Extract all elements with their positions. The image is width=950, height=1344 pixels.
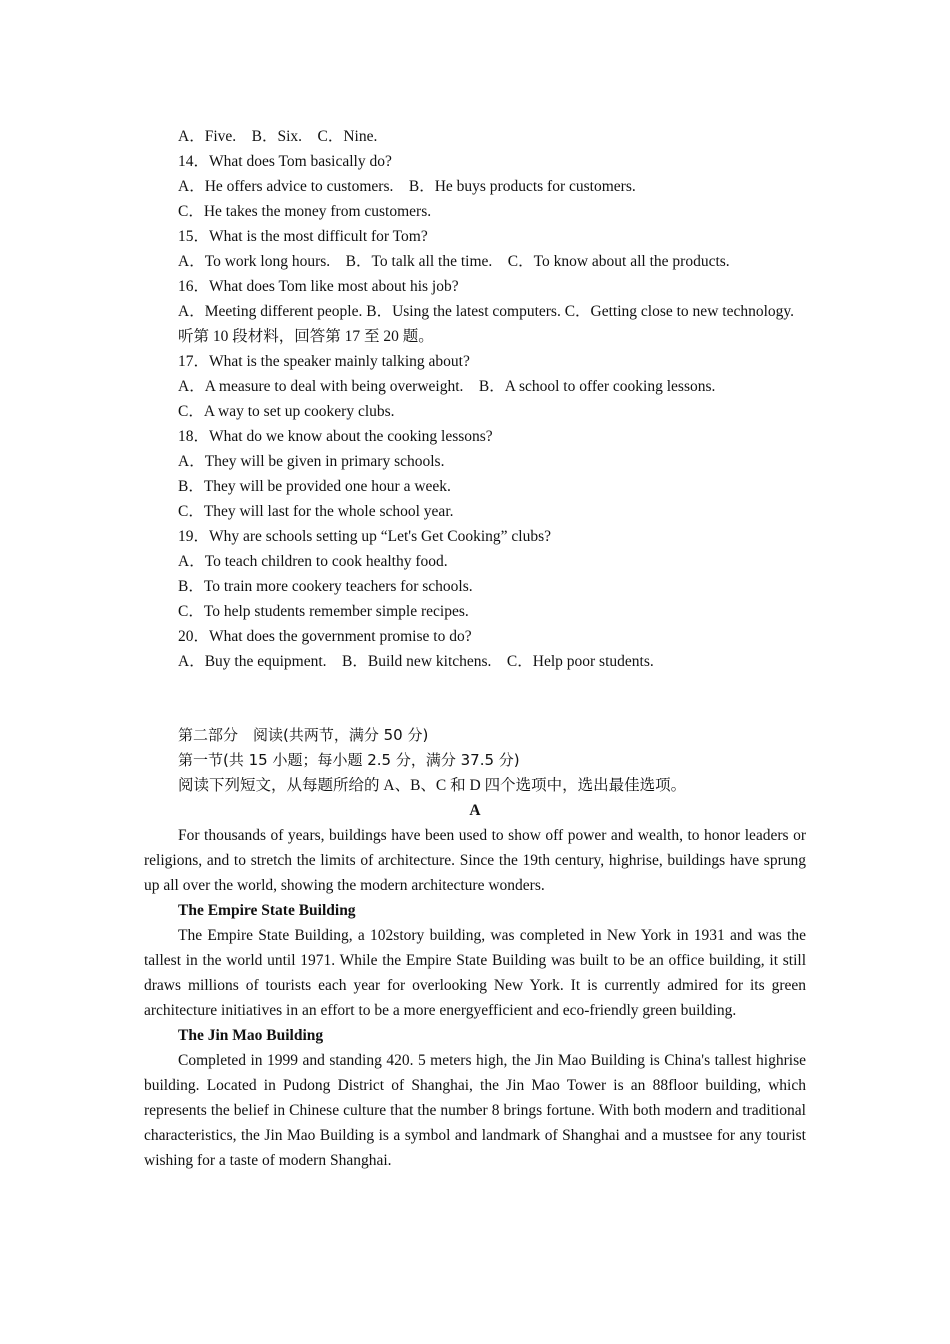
- q19-option-a: A．To teach children to cook healthy food.: [178, 553, 448, 570]
- question-19: 19．Why are schools setting up “Let's Get Cooking” clubs?: [178, 528, 551, 545]
- q17-options-ab: A．A measure to deal with being overweight. B．A school to offer cooking lessons.: [178, 378, 716, 395]
- q17-option-c: C．A way to set up cookery clubs.: [178, 403, 395, 420]
- document-page: [144, 124, 806, 1173]
- paragraph-empire-state: The Empire State Building, a 102story building, was completed in New York in 1931 and was the tallest in the world until 1971. While the Empire State Building was built to be an office building, it still draws millions of tourists each year for overlooking New York. It is currently admired for its green architecture initiatives in an effort to be a more energyefficient and eco-friendly green building.: [144, 927, 806, 1019]
- q19-option-c: C．To help students remember simple recipes.: [178, 603, 469, 620]
- q16-options: A．Meeting different people. B．Using the latest computers. C．Getting close to new technology.: [178, 303, 794, 320]
- q19-option-b: B．To train more cookery teachers for schools.: [178, 578, 473, 595]
- section-one-title: 第一节(共 15 小题；每小题 2.5 分，满分 37.5 分): [178, 751, 520, 769]
- q14-option-c: C．He takes the money from customers.: [178, 203, 432, 220]
- reading-instructions: 阅读下列短文，从每题所给的 A、B、C 和 D 四个选项中，选出最佳选项。: [178, 777, 687, 794]
- passage-label: A: [469, 802, 481, 819]
- q20-options: A．Buy the equipment. B．Build new kitchens. C．Help poor students.: [178, 653, 654, 670]
- question-15: 15．What is the most difficult for Tom?: [178, 228, 428, 245]
- heading-jin-mao: The Jin Mao Building: [178, 1027, 324, 1044]
- question-18: 18．What do we know about the cooking lessons?: [178, 428, 493, 445]
- material-10-instruction: 听第 10 段材料，回答第 17 至 20 题。: [178, 328, 434, 345]
- question-14: 14．What does Tom basically do?: [178, 153, 392, 170]
- q14-options-ab: A．He offers advice to customers. B．He buys products for customers.: [178, 178, 636, 195]
- paragraph-jin-mao: Completed in 1999 and standing 420. 5 meters high, the Jin Mao Building is China's tallest highrise building. Located in Pudong District of Shanghai, the Jin Mao Tower is an 88floor building, which represents the belief in Chinese culture that the number 8 brings fortune. With both modern and traditional characteristics, the Jin Mao Building is a symbol and landmark of Shanghai and a mustsee for any tourist wishing for a taste of modern Shanghai.: [144, 1052, 806, 1169]
- question-17: 17．What is the speaker mainly talking about?: [178, 353, 470, 370]
- section-gap: [144, 674, 806, 723]
- q18-option-a: A．They will be given in primary schools.: [178, 453, 445, 470]
- q18-option-b: B．They will be provided one hour a week.: [178, 478, 451, 495]
- q18-option-c: C．They will last for the whole school year.: [178, 503, 454, 520]
- question-20: 20．What does the government promise to do?: [178, 628, 472, 645]
- passage-intro: For thousands of years, buildings have been used to show off power and wealth, to honor leaders or religions, and to stretch the limits of architecture. Since the 19th century, highrise, buildings have sprung up all over the world, showing the modern architecture wonders.: [144, 827, 806, 894]
- q15-options: A．To work long hours. B．To talk all the time. C．To know about all the products.: [178, 253, 730, 270]
- heading-empire-state: The Empire State Building: [178, 902, 356, 919]
- question-16: 16．What does Tom like most about his job?: [178, 278, 459, 295]
- q13-options: A．Five. B．Six. C．Nine.: [178, 128, 378, 145]
- part-two-title: 第二部分 阅读(共两节，满分 50 分): [178, 726, 429, 744]
